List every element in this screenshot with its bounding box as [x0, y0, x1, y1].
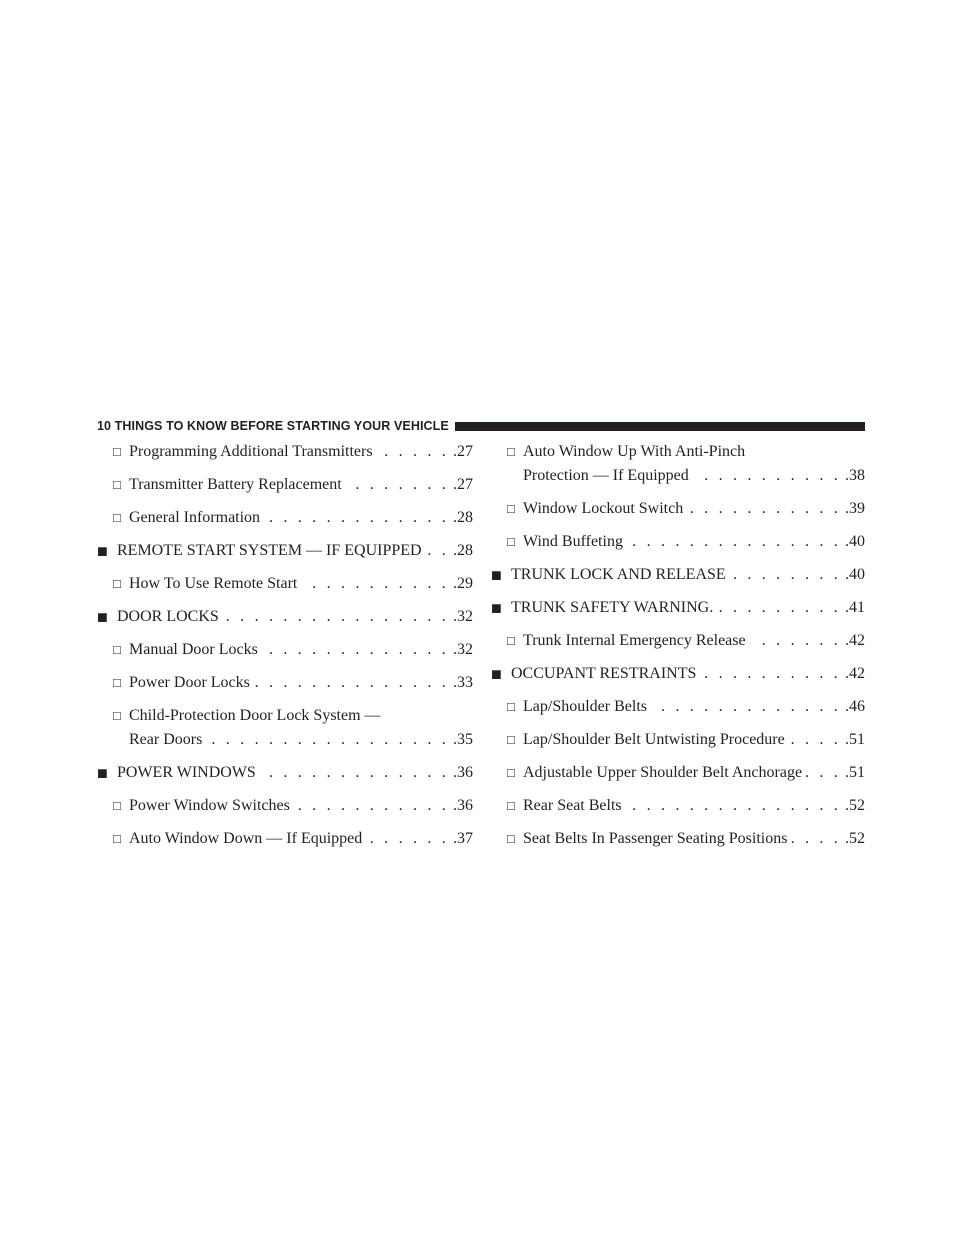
toc-section-entry[interactable] — [491, 563, 865, 596]
toc-section-entry[interactable] — [491, 596, 865, 629]
toc-entry-title: OCCUPANT RESTRAINTS — [511, 665, 697, 682]
header-rule — [455, 422, 865, 431]
dot-leader — [789, 728, 841, 752]
toc-subsection-entry[interactable] — [491, 728, 865, 761]
toc-entry-page-number: .36 — [453, 764, 473, 781]
open-square-bullet-icon: □ — [113, 642, 121, 657]
filled-square-bullet-icon: ■ — [491, 565, 502, 585]
dot-leader — [301, 572, 449, 596]
toc-section-entry[interactable] — [491, 662, 865, 695]
open-square-bullet-icon: □ — [507, 699, 515, 714]
toc-column-left — [97, 440, 473, 860]
open-square-bullet-icon: □ — [507, 444, 515, 459]
dot-leader — [260, 761, 449, 785]
open-square-bullet-icon: □ — [507, 798, 515, 813]
dot-leader — [366, 827, 449, 851]
toc-subsection-entry[interactable] — [491, 695, 865, 728]
filled-square-bullet-icon: ■ — [97, 607, 108, 627]
header-title: 10 THINGS TO KNOW BEFORE STARTING YOUR VEHICLE — [97, 419, 449, 433]
toc-subsection-entry[interactable] — [491, 530, 865, 563]
open-square-bullet-icon: □ — [507, 633, 515, 648]
toc-entry-page-number: .46 — [845, 698, 865, 715]
toc-subsection-entry[interactable] — [491, 497, 865, 530]
dot-leader — [693, 464, 841, 488]
toc-entry-title: POWER WINDOWS — [117, 764, 256, 781]
open-square-bullet-icon: □ — [113, 831, 121, 846]
toc-subsection-entry[interactable] — [97, 506, 473, 539]
toc-entry-page-number: .42 — [845, 665, 865, 682]
open-square-bullet-icon: □ — [113, 510, 121, 525]
toc-entry-title: REMOTE START SYSTEM — IF EQUIPPED — [117, 542, 422, 559]
toc-column-right — [491, 440, 865, 860]
toc-subsection-entry[interactable] — [97, 440, 473, 473]
filled-square-bullet-icon: ■ — [97, 541, 108, 561]
toc-entry-page-number: .36 — [453, 797, 473, 814]
toc-entry-title: Seat Belts In Passenger Seating Positions — [523, 830, 788, 847]
toc-entry-page-number: .39 — [845, 500, 865, 517]
toc-entry-title: Trunk Internal Emergency Release — [523, 632, 746, 649]
dot-leader — [700, 662, 841, 686]
open-square-bullet-icon: □ — [507, 765, 515, 780]
toc-section-entry[interactable] — [97, 605, 473, 638]
toc-subsection-entry[interactable] — [491, 629, 865, 662]
toc-entry-page-number: .32 — [453, 608, 473, 625]
toc-entry-page-number: .52 — [845, 797, 865, 814]
toc-entry-title: DOOR LOCKS — [117, 608, 219, 625]
toc-entry-title: Adjustable Upper Shoulder Belt Anchorage — [523, 764, 803, 781]
dot-leader — [750, 629, 841, 653]
toc-entry-title: Power Door Locks — [129, 674, 250, 691]
toc-entry-title: Lap/Shoulder Belt Untwisting Procedure — [523, 731, 785, 748]
dot-leader — [346, 473, 449, 497]
toc-entry-page-number: .35 — [453, 731, 473, 748]
toc-entry-page-number: .29 — [453, 575, 473, 592]
toc-subsection-entry[interactable] — [491, 761, 865, 794]
toc-section-entry[interactable] — [97, 539, 473, 572]
toc-entry-title: Protection — If Equipped — [523, 467, 689, 484]
toc-subsection-entry[interactable] — [97, 704, 473, 761]
filled-square-bullet-icon: ■ — [491, 598, 502, 618]
toc-entry-page-number: .52 — [845, 830, 865, 847]
dot-leader — [627, 530, 841, 554]
open-square-bullet-icon: □ — [507, 534, 515, 549]
open-square-bullet-icon: □ — [113, 798, 121, 813]
toc-entry-title: Window Lockout Switch — [523, 500, 684, 517]
dot-leader — [254, 671, 449, 695]
dot-leader — [687, 497, 841, 521]
dot-leader — [626, 794, 841, 818]
toc-subsection-entry[interactable] — [97, 794, 473, 827]
toc-entry-title-first-line: Child-Protection Door Lock System — — [129, 707, 381, 724]
toc-entry-page-number: .33 — [453, 674, 473, 691]
dot-leader — [206, 728, 449, 752]
dot-leader — [262, 638, 449, 662]
toc-entry-title: Transmitter Battery Replacement — [129, 476, 342, 493]
toc-entry-page-number: .42 — [845, 632, 865, 649]
toc-entry-page-number: .51 — [845, 764, 865, 781]
dot-leader — [294, 794, 449, 818]
open-square-bullet-icon: □ — [113, 708, 121, 723]
open-square-bullet-icon: □ — [507, 831, 515, 846]
toc-entry-title-first-line: Auto Window Up With Anti-Pinch — [523, 443, 746, 460]
toc-entry-page-number: .40 — [845, 566, 865, 583]
toc-subsection-entry[interactable] — [97, 473, 473, 506]
toc-entry-title: Rear Doors — [129, 731, 203, 748]
running-header — [97, 418, 865, 434]
toc-entry-title: Power Window Switches — [129, 797, 290, 814]
toc-entry-title: TRUNK LOCK AND RELEASE — [511, 566, 726, 583]
open-square-bullet-icon: □ — [113, 477, 121, 492]
toc-entry-title: Programming Additional Transmitters — [129, 443, 373, 460]
toc-entry-page-number: .37 — [453, 830, 473, 847]
toc-entry-page-number: .27 — [453, 476, 473, 493]
toc-entry-page-number: .38 — [845, 467, 865, 484]
toc-subsection-entry[interactable] — [97, 671, 473, 704]
toc-subsection-entry[interactable] — [491, 440, 865, 497]
open-square-bullet-icon: □ — [113, 576, 121, 591]
toc-subsection-entry[interactable] — [97, 638, 473, 671]
toc-entry-page-number: .51 — [845, 731, 865, 748]
toc-entry-title: Wind Buffeting — [523, 533, 623, 550]
dot-leader — [717, 596, 841, 620]
toc-entry-title: Auto Window Down — If Equipped — [129, 830, 363, 847]
dot-leader — [426, 539, 449, 563]
toc-entry-page-number: .40 — [845, 533, 865, 550]
toc-entry-page-number: .28 — [453, 509, 473, 526]
toc-subsection-entry[interactable] — [491, 794, 865, 827]
filled-square-bullet-icon: ■ — [97, 763, 108, 783]
toc-entry-page-number: .27 — [453, 443, 473, 460]
open-square-bullet-icon: □ — [507, 501, 515, 516]
dot-leader — [223, 605, 449, 629]
toc-subsection-entry[interactable] — [97, 572, 473, 605]
dot-leader — [377, 440, 449, 464]
open-square-bullet-icon: □ — [507, 732, 515, 747]
dot-leader — [651, 695, 841, 719]
toc-subsection-entry[interactable] — [491, 827, 865, 860]
toc-section-entry[interactable] — [97, 761, 473, 794]
open-square-bullet-icon: □ — [113, 444, 121, 459]
filled-square-bullet-icon: ■ — [491, 664, 502, 684]
open-square-bullet-icon: □ — [113, 675, 121, 690]
dot-leader — [730, 563, 841, 587]
toc-entry-title: Lap/Shoulder Belts — [523, 698, 647, 715]
toc-entry-title: Rear Seat Belts — [523, 797, 622, 814]
toc-entry-page-number: .28 — [453, 542, 473, 559]
dot-leader — [806, 761, 841, 785]
toc-subsection-entry[interactable] — [97, 827, 473, 860]
dot-leader — [791, 827, 841, 851]
dot-leader — [264, 506, 449, 530]
toc-entry-page-number: .41 — [845, 599, 865, 616]
toc-entry-title: General Information — [129, 509, 261, 526]
toc-entry-title: TRUNK SAFETY WARNING. — [511, 599, 714, 616]
toc-entry-title: How To Use Remote Start — [129, 575, 298, 592]
toc-entry-title: Manual Door Locks — [129, 641, 258, 658]
toc-entry-page-number: .32 — [453, 641, 473, 658]
